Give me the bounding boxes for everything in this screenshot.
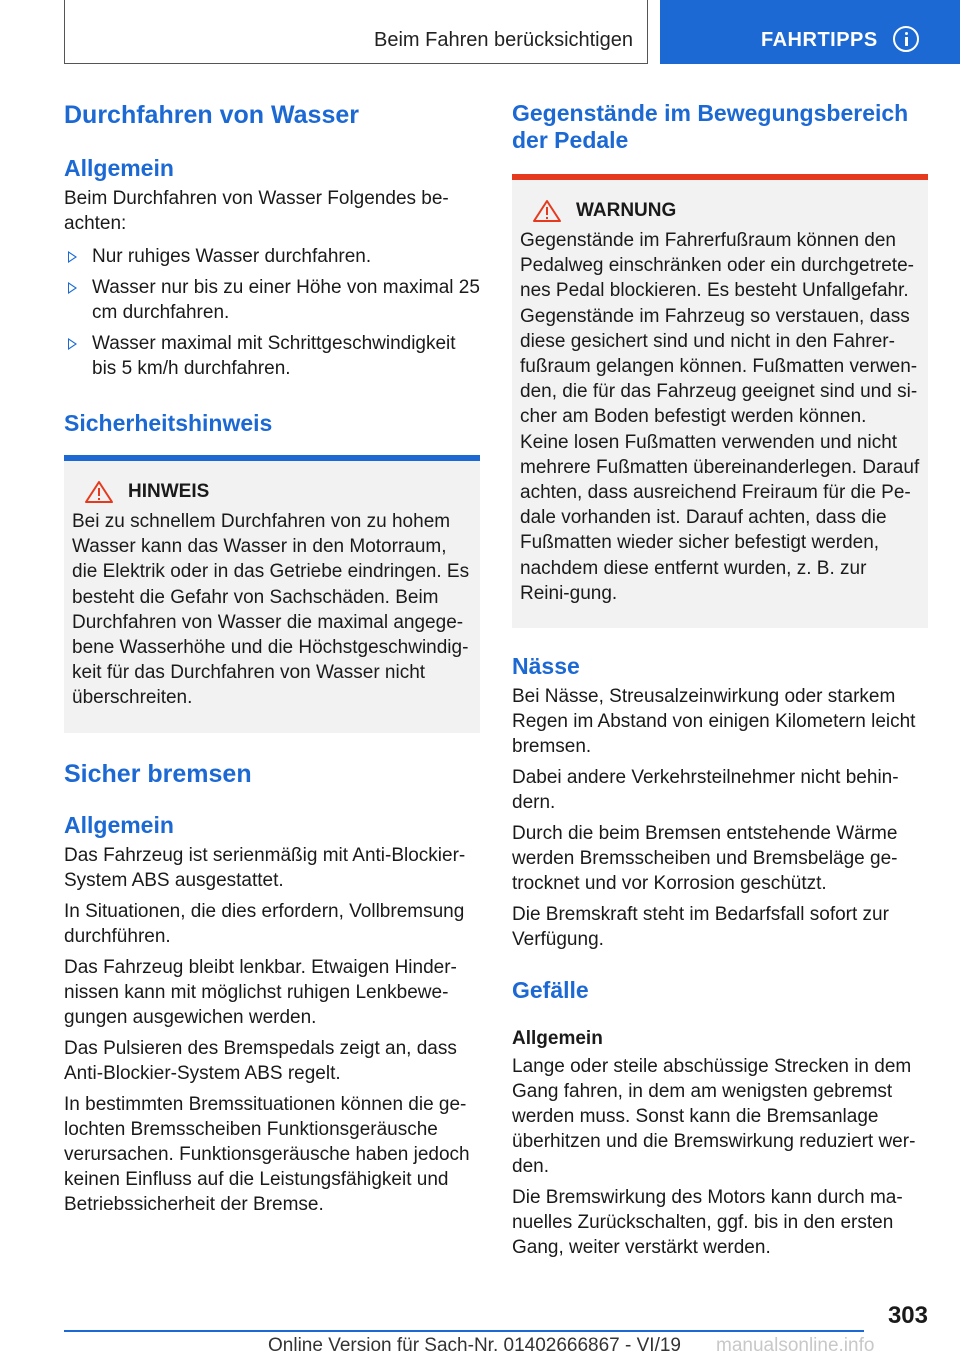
header-section-title: Beim Fahren berücksichtigen — [373, 29, 633, 51]
heading-pedal-area-objects: Gegenstände im Bewegungsbereich der Pedale — [512, 100, 909, 153]
paragraph: In bestimmten Bremssituationen können die ge-lochten Bremsscheiben Funktionsgeräusche verursachen. Funktionsgeräusche haben jedoch keinen Einfluss auf die Leistungsfähigkeit und Betriebssicherheit der Bremse. — [64, 1093, 470, 1215]
notice-body: Bei zu schnellem Durchfahren von zu hohem Wasser kann das Wasser in den Motorraum, die Elektrik oder in das Getriebe eindringen. Es besteht die Gefahr von Sachschäden. Beim Durchfahren von Wasser die maximal angege-bene Wasserhöhe und die Höchstgeschwindig-keit für das Durchfahren von Wasser nicht überschreiten. — [72, 511, 470, 709]
list-item: Wasser maximal mit Schrittgeschwindigkeit bis 5 km/h durchfahren. — [64, 331, 480, 381]
warning-triangle-icon — [84, 480, 114, 504]
subheading-wet: Nässe — [512, 653, 580, 680]
subheading-safety: Sicherheitshinweis — [64, 410, 273, 436]
bullet-triangle-icon — [68, 282, 77, 294]
subheading-general: Allgemein — [64, 155, 174, 181]
paragraph: Lange oder steile abschüssige Strecken in dem Gang fahren, in dem am wenigsten gebremst werden muss. Sonst kann die Bremsanlage überhitzen und die Bremswirkung reduziert wer-den. — [512, 1056, 916, 1178]
header-chapter-tab[interactable] — [660, 0, 960, 64]
subheading-slope-general: Allgemein — [512, 1028, 603, 1050]
header-section-box — [64, 0, 648, 64]
warning-box — [512, 174, 928, 628]
list-item: Nur ruhiges Wasser durchfahren. — [64, 244, 480, 269]
warning-body: Gegenstände im Fahrerfußraum können den Pedalweg einschränken oder ein durchgetrete-nes Pedal blockieren. Es besteht Unfallgefahr. Gegenstände im Fahrzeug so verstauen, dass diese gesichert sind und nicht in den Fahrer-fußraum gelangen können. Fußmatten verwen-den, die für das Fahrzeug geeignet sind und si-cher am Boden befestigt werden können. Keine losen Fußmatten verwenden und nicht mehrere Fußmatten übereinanderlegen. Darauf achten, dass ausreichend Freiraum für die Pe-dale vorhanden ist. Darauf achten, dass die Fußmatten wieder sicher befestigt werden, nachdem diese entfernt wurden, z. B. zur Reini-gung. — [520, 230, 920, 604]
water-bullet-list — [64, 244, 480, 381]
notice-title: HINWEIS — [128, 481, 210, 502]
warning-title: WARNUNG — [576, 200, 677, 221]
subheading-slope: Gefälle — [512, 977, 589, 1004]
paragraph-water-intro: Beim Durchfahren von Wasser Folgendes be-achten: — [64, 188, 449, 234]
watermark: manualsonline.info — [716, 1335, 875, 1356]
footer-divider — [64, 1330, 864, 1332]
heading-water-crossing: Durchfahren von Wasser — [64, 101, 359, 129]
bullet-triangle-icon — [68, 251, 77, 263]
paragraph: Durch die beim Bremsen entstehende Wärme werden Bremsscheiben und Bremsbeläge ge-trocknet und vor Korrosion geschützt. — [512, 823, 898, 895]
paragraph: Das Fahrzeug ist serienmäßig mit Anti-Blockier-System ABS ausgestattet. — [64, 844, 466, 891]
page-number: 303 — [887, 1302, 928, 1329]
heading-safe-braking: Sicher bremsen — [64, 759, 252, 788]
right-column — [512, 100, 928, 1260]
paragraph: Die Bremskraft steht im Bedarfsfall sofort zur Verfügung. — [512, 904, 889, 951]
paragraph: Das Pulsieren des Bremspedals zeigt an, dass Anti-Blockier-System ABS regelt. — [64, 1037, 457, 1084]
info-icon[interactable] — [893, 26, 919, 52]
subheading-general: Allgemein — [64, 811, 174, 838]
paragraph: Die Bremswirkung des Motors kann durch ma-nuelles Zurückschalten, ggf. bis in den ersten Gang, weiter verstärkt werden. — [512, 1187, 903, 1259]
left-column — [64, 100, 480, 1217]
notice-box — [64, 455, 480, 733]
paragraph: Das Fahrzeug bleibt lenkbar. Etwaigen Hinder-nissen kann mit möglichst ruhigen Lenkbewe-gungen ausgewichen werden. — [64, 956, 457, 1028]
bullet-triangle-icon — [68, 338, 77, 350]
paragraph: Dabei andere Verkehrsteilnehmer nicht behin-dern. — [512, 767, 899, 814]
list-item: Wasser nur bis zu einer Höhe von maximal 25 cm durchfahren. — [64, 275, 480, 325]
paragraph: Bei Nässe, Streusalzeinwirkung oder starkem Regen im Abstand von einigen Kilometern leicht bremsen. — [512, 686, 916, 758]
paragraph: In Situationen, die dies erfordern, Vollbremsung durchführen. — [64, 900, 465, 947]
header-chapter-label: FAHRTIPPS — [761, 29, 878, 51]
warning-triangle-icon — [532, 199, 562, 223]
footer-online-version: Online Version für Sach-Nr. 01402666867 - VI/19 — [268, 1335, 681, 1356]
